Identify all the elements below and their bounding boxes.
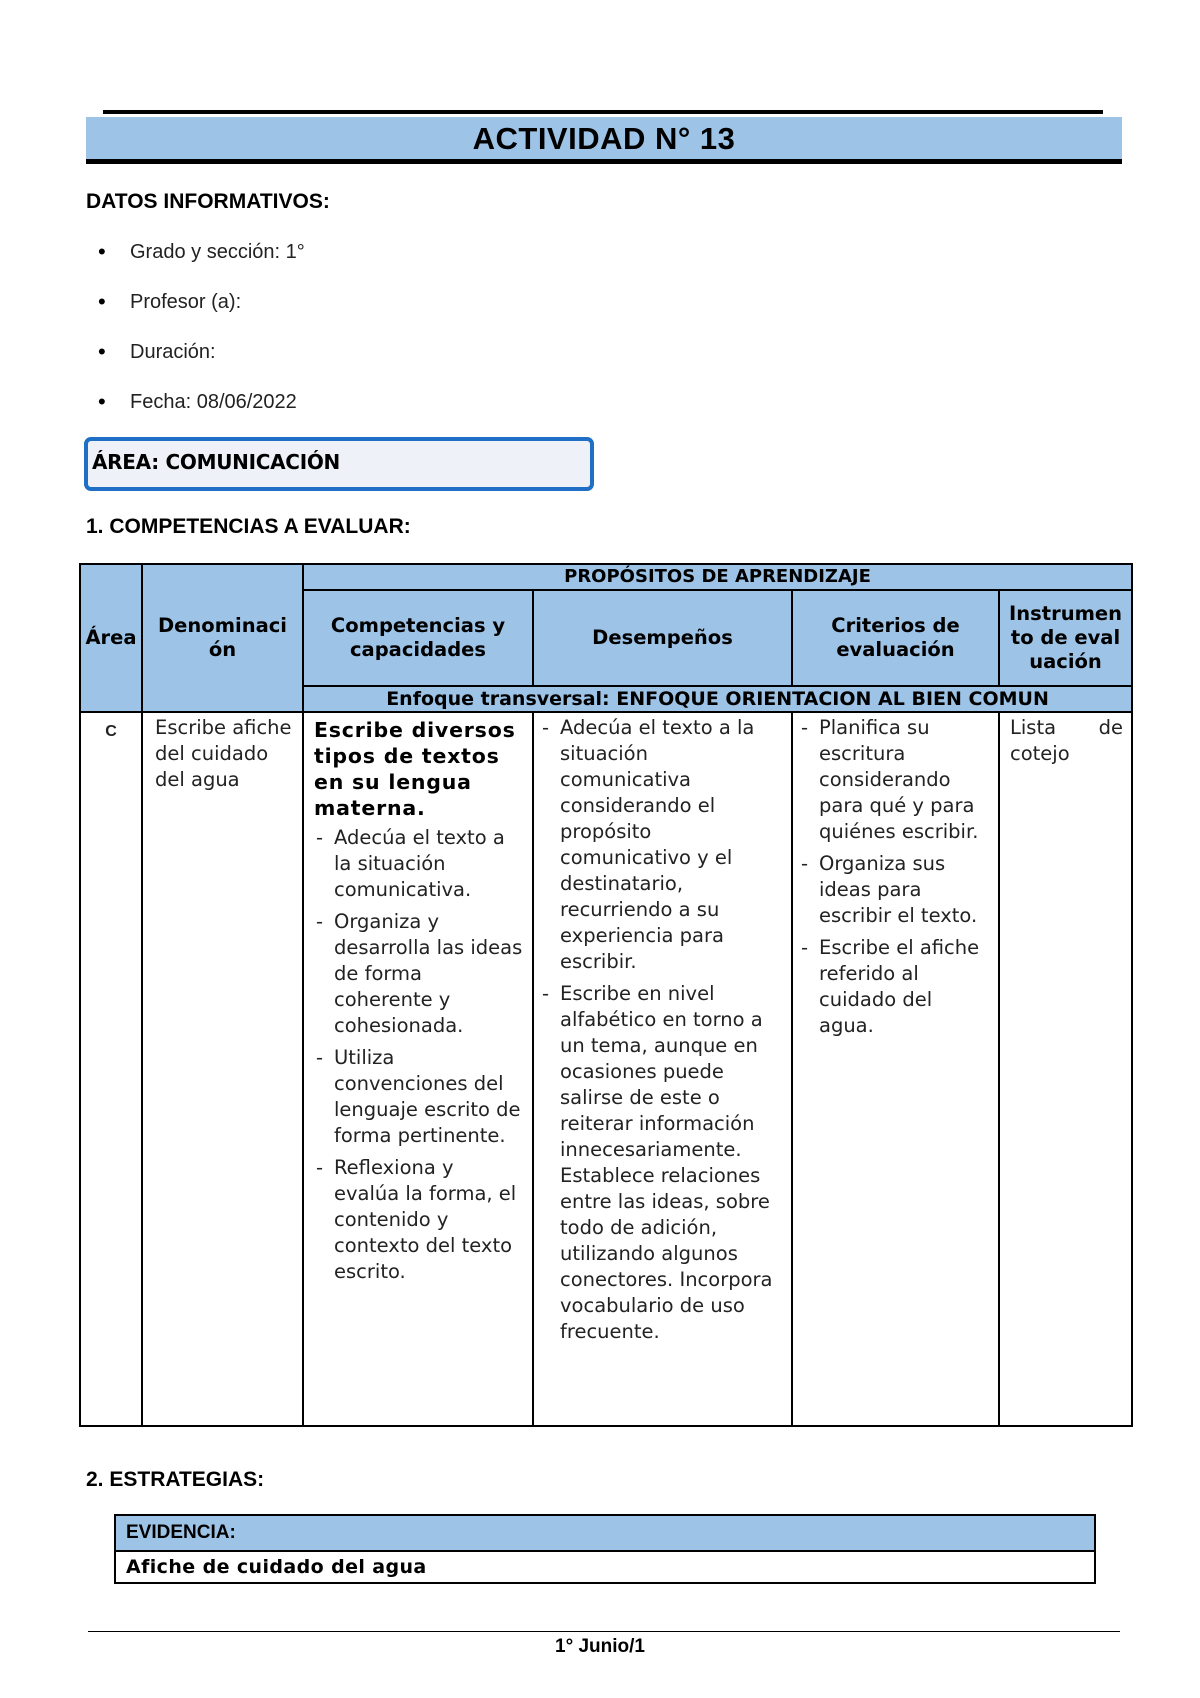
list-item-fecha: • Fecha: 08/06/2022 — [98, 390, 305, 440]
datos-heading: DATOS INFORMATIVOS: — [86, 190, 330, 213]
list-item-grado: • Grado y sección: 1° — [98, 240, 305, 290]
competencias-table — [79, 563, 1133, 1427]
list-item-duracion: • Duración: — [98, 340, 305, 390]
desempenos-list — [540, 715, 785, 1345]
cell-criterios — [792, 712, 999, 1426]
cell-desempenos — [533, 712, 792, 1426]
section-competencias-heading: 1. COMPETENCIAS A EVALUAR: — [86, 515, 411, 538]
criterios-list — [799, 715, 992, 1039]
list-item: - Reflexiona y evalúa la forma, el contenido y contexto del texto escrito. — [314, 1155, 524, 1285]
evidencia-label: EVIDENCIA: — [115, 1515, 1095, 1551]
cell-competencias — [303, 712, 533, 1426]
header-criterios: Criterios de evaluación — [792, 590, 999, 686]
header-denominacion: Denominación — [142, 564, 303, 712]
list-item: - Organiza y desarrolla las ideas de forma coherente y cohesionada. — [314, 909, 524, 1039]
list-item: - Adecúa el texto a la situación comunicativa. — [314, 825, 524, 903]
list-item: - Adecúa el texto a la situación comunicativa considerando el propósito comunicativo y el destinatario, recurriendo a su experiencia para escribir. — [540, 715, 785, 975]
list-item-profesor: • Profesor (a): — [98, 290, 305, 340]
top-rule — [103, 110, 1103, 114]
cell-denominacion: Escribe afiche del cuidado del agua — [142, 712, 303, 1426]
list-item: - Escribe en nivel alfabético en torno a un tema, aunque en ocasiones puede salirse de este o reiterar información innecesariamente. Establece relaciones entre las ideas, sobre todo de adición, utilizando algunos conectores. Incorpora vocabulario de uso frecuente. — [540, 981, 785, 1345]
header-competencias: Competencias y capacidades — [303, 590, 533, 686]
area-label: ÁREA: COMUNICACIÓN — [92, 450, 340, 474]
page-footer: 1° Junio/1 — [555, 1636, 645, 1657]
area-box — [84, 437, 594, 491]
header-desempenos: Desempeños — [533, 590, 792, 686]
list-item: - Escribe el afiche referido al cuidado del agua. — [799, 935, 992, 1039]
list-item: - Utiliza convenciones del lenguaje escrito de forma pertinente. — [314, 1045, 524, 1149]
footer-rule — [88, 1631, 1120, 1632]
info-list — [98, 240, 305, 440]
competencia-title: Escribe diversos tipos de textos en su lengua materna. — [314, 718, 516, 820]
page-title: ACTIVIDAD N° 13 — [472, 121, 736, 156]
evidencia-table — [114, 1514, 1096, 1584]
instrumento-word-lista: Lista — [1010, 716, 1057, 739]
instrumento-line — [1010, 715, 1123, 741]
list-item: - Organiza sus ideas para escribir el texto. — [799, 851, 992, 929]
header-propositos: PROPÓSITOS DE APRENDIZAJE — [303, 564, 1132, 590]
header-instrumento: Instrumento de evaluación — [999, 590, 1132, 686]
header-area: Área — [80, 564, 142, 712]
instrumento-word-de: de — [1098, 716, 1124, 739]
cell-area: C — [80, 712, 142, 1426]
evidencia-value: Afiche de cuidado del agua — [115, 1551, 1095, 1583]
capacidades-list — [314, 825, 524, 1285]
cell-instrumento — [999, 712, 1132, 1426]
section-estrategias-heading: 2. ESTRATEGIAS: — [86, 1468, 265, 1491]
enfoque-transversal: Enfoque transversal: ENFOQUE ORIENTACION AL BIEN COMUN — [303, 686, 1132, 712]
list-item: - Planifica su escritura considerando para qué y para quiénes escribir. — [799, 715, 992, 845]
instrumento-word-cotejo: cotejo — [1010, 742, 1070, 765]
title-banner — [86, 117, 1122, 164]
